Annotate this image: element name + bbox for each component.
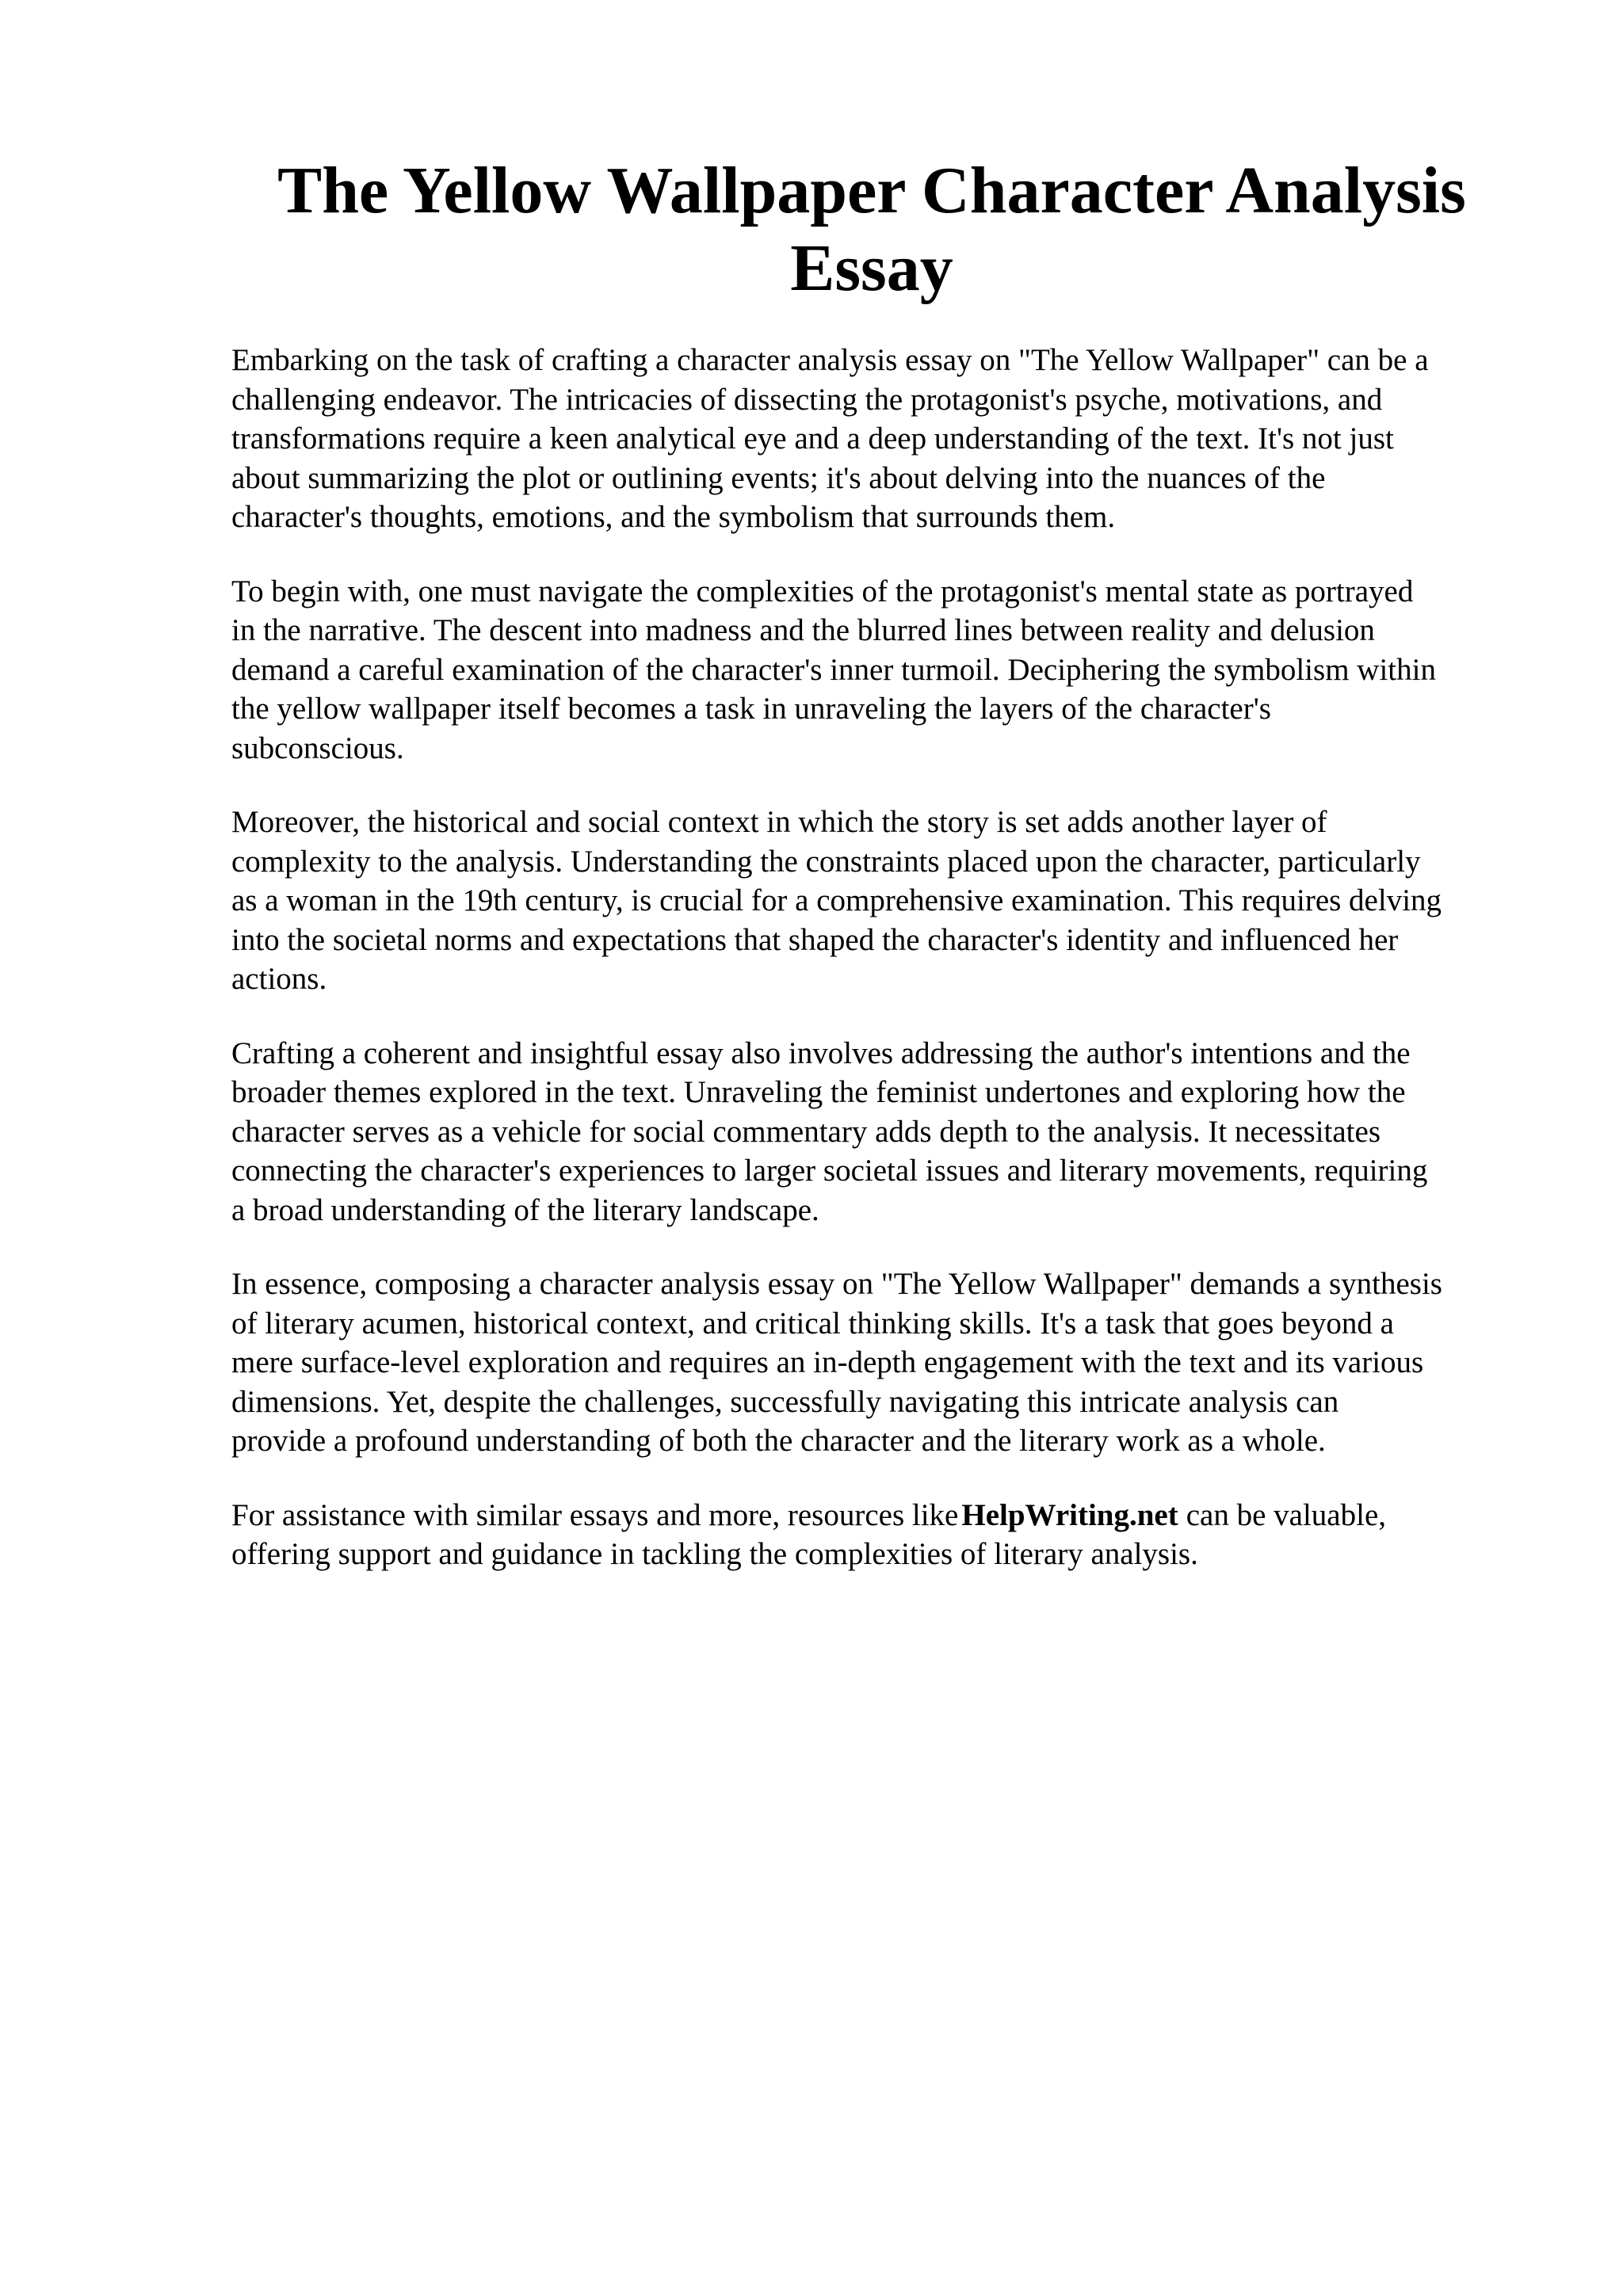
paragraph-line: into the societal norms and expectations that shaped the character's identity and influenced her bbox=[231, 922, 1399, 957]
title-line-1: The Yellow Wallpaper Character Analysis bbox=[277, 154, 1466, 227]
paragraph-line: mere surface-level exploration and requires an in-depth engagement with the text and its various bbox=[231, 1345, 1424, 1379]
paragraph-line: Embarking on the task of crafting a character analysis essay on "The Yellow Wallpaper" can be a bbox=[231, 343, 1429, 377]
paragraph-1 bbox=[231, 341, 1531, 537]
paragraph-line: connecting the character's experiences to larger societal issues and literary movements, requiring bbox=[231, 1154, 1428, 1188]
title-line-2: Essay bbox=[790, 231, 953, 305]
paragraph-line: of literary acumen, historical context, and critical thinking skills. It's a task that goes beyond a bbox=[231, 1306, 1394, 1341]
helpwriting-link[interactable]: HelpWriting.net bbox=[961, 1497, 1178, 1532]
paragraph-4 bbox=[231, 1034, 1531, 1230]
paragraph-line: Moreover, the historical and social context in which the story is set adds another layer of bbox=[231, 805, 1327, 839]
paragraph-line: dimensions. Yet, despite the challenges, successfully navigating this intricate analysis can bbox=[231, 1384, 1339, 1419]
document-title bbox=[158, 152, 1585, 307]
paragraph-line: To begin with, one must navigate the complexities of the protagonist's mental state as portrayed bbox=[231, 574, 1414, 608]
paragraph-3 bbox=[231, 803, 1531, 999]
paragraph-line: Crafting a coherent and insightful essay also involves addressing the author's intentions and the bbox=[231, 1035, 1411, 1070]
closing-text-before: For assistance with similar essays and more, resources like bbox=[231, 1497, 959, 1532]
paragraph-line: subconscious. bbox=[231, 730, 404, 765]
paragraph-2 bbox=[231, 572, 1531, 769]
paragraph-line: transformations require a keen analytical eye and a deep understanding of the text. It's not just bbox=[231, 421, 1394, 456]
paragraph-line: character's thoughts, emotions, and the symbolism that surrounds them. bbox=[231, 500, 1116, 534]
paragraph-line: the yellow wallpaper itself becomes a task in unraveling the layers of the character's bbox=[231, 692, 1271, 726]
paragraph-line: In essence, composing a character analysis essay on "The Yellow Wallpaper" demands a synthesis bbox=[231, 1267, 1442, 1301]
paragraph-5 bbox=[231, 1264, 1531, 1461]
closing-text-after: can be valuable, bbox=[1186, 1497, 1387, 1532]
paragraph-line: in the narrative. The descent into madness and the blurred lines between reality and delusion bbox=[231, 613, 1375, 647]
paragraph-line: as a woman in the 19th century, is crucial for a comprehensive examination. This requires delving bbox=[231, 883, 1442, 917]
paragraph-line: demand a careful examination of the character's inner turmoil. Deciphering the symbolism within bbox=[231, 652, 1436, 687]
closing-paragraph bbox=[231, 1496, 1531, 1574]
paragraph-line: about summarizing the plot or outlining events; it's about delving into the nuances of the bbox=[231, 460, 1326, 495]
paragraph-line: a broad understanding of the literary landscape. bbox=[231, 1192, 819, 1227]
paragraph-line: challenging endeavor. The intricacies of dissecting the protagonist's psyche, motivations, and bbox=[231, 382, 1383, 417]
paragraph-line: actions. bbox=[231, 962, 327, 996]
paragraph-line: complexity to the analysis. Understanding the constraints placed upon the character, particularly bbox=[231, 844, 1421, 879]
paragraph-line: character serves as a vehicle for social commentary adds depth to the analysis. It necessitates bbox=[231, 1114, 1381, 1149]
paragraph-line: provide a profound understanding of both the character and the literary work as a whole. bbox=[231, 1424, 1326, 1458]
essay-body bbox=[231, 341, 1531, 1609]
closing-line-1 bbox=[231, 1496, 1531, 1535]
closing-line-2: offering support and guidance in tackling the complexities of literary analysis. bbox=[231, 1537, 1198, 1571]
paragraph-line: broader themes explored in the text. Unraveling the feminist undertones and exploring how the bbox=[231, 1075, 1406, 1109]
